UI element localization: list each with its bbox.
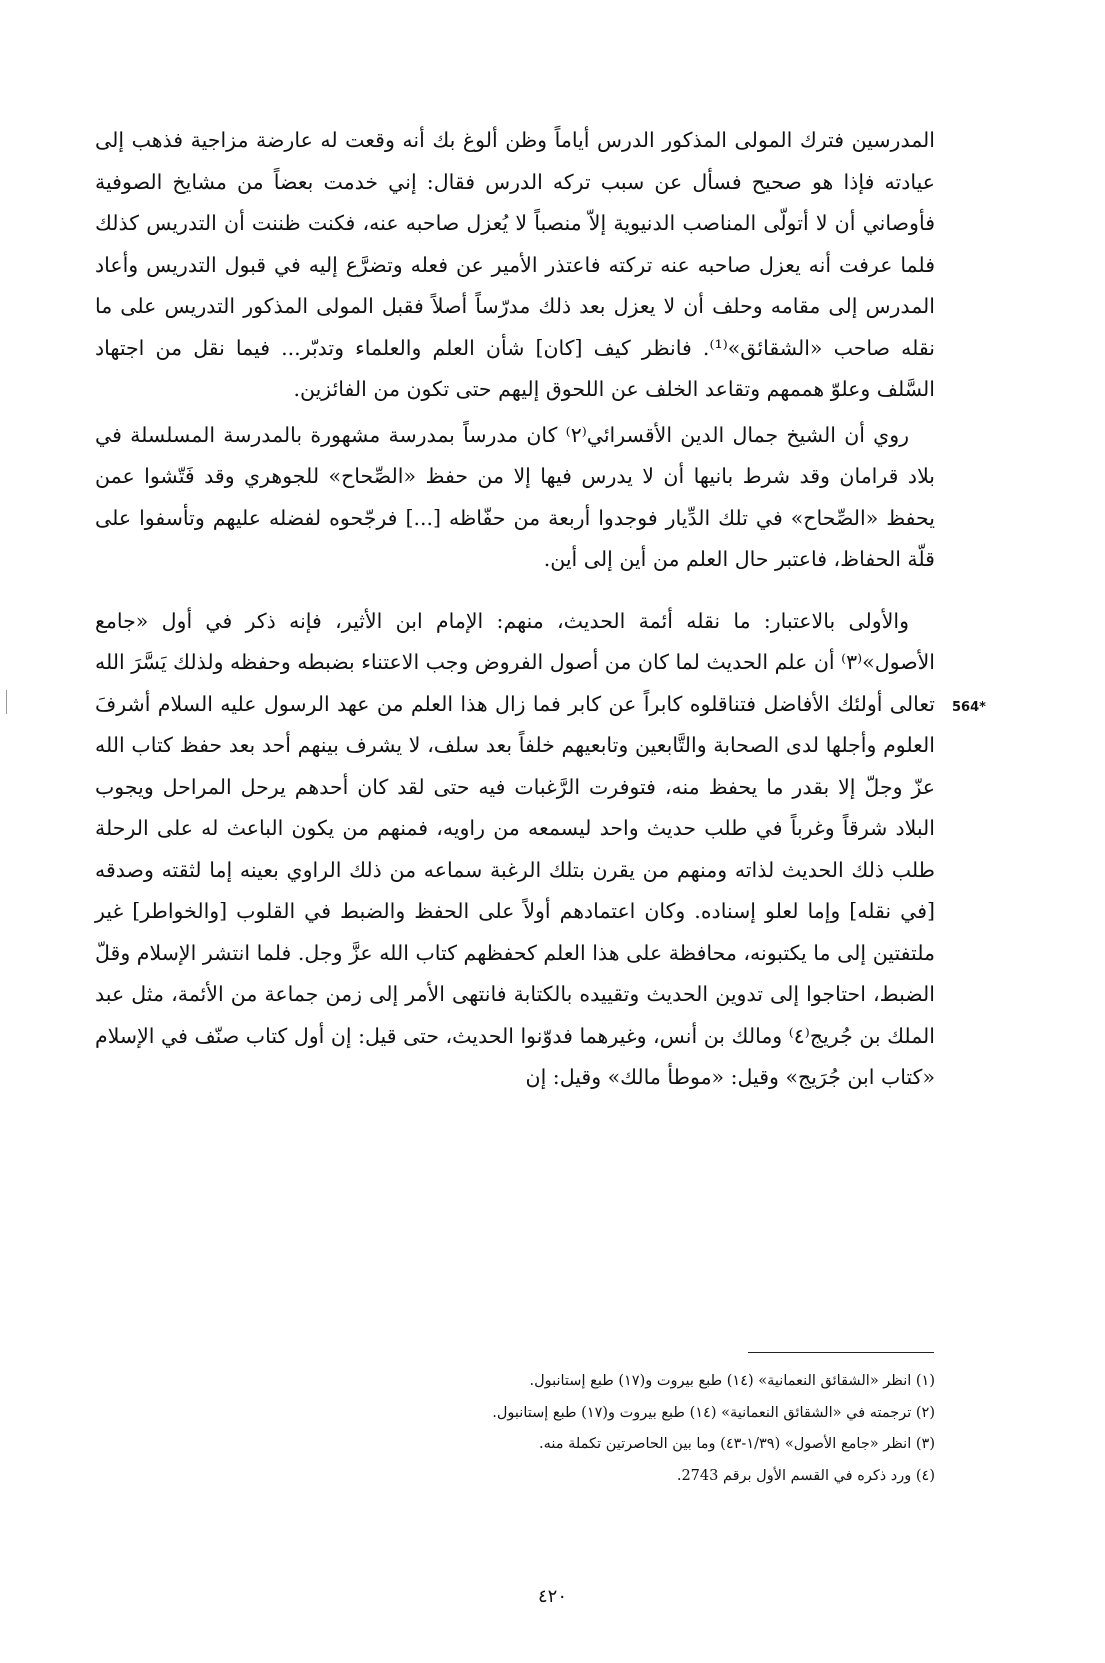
- page-number: ٤٢٠: [537, 1586, 567, 1607]
- margin-page-marker: 564*: [952, 700, 986, 715]
- paragraph-3: والأولى بالاعتبار: ما نقله أئمة الحديث، منهم: الإمام ابن الأثير، فإنه ذكر في أول «جامع الأصول»⁽٣⁾ أن علم الحديث لما كان من أصول الفروض وجب الاعتناء بضبطه وحفظه ولذلك يَسَّرَ الله تعالى أولئك الأفاضل فتناقلوه كابراً عن كابر فما زال هذا العلم من عهد الرسول عليه السلام أشرفَ العلوم وأجلها لدى الصحابة والتَّابعين وتابعيهم خلفاً بعد سلف، لا يشرف بينهم أحد بعد حفظ كتاب الله عزّ وجلّ إلا بقدر ما يحفظ منه، فتوفرت الرَّغبات فيه حتى لقد كان أحدهم يرحل المراحل ويجوب البلاد شرقاً وغرباً في طلب حديث واحد ليسمعه من راويه، فمنهم من يكون الباعث له على الرحلة طلب ذلك الحديث لذاته ومنهم من يقرن بتلك الرغبة سماعه من ذلك الراوي بعينه إما لثقته وصدقه [في نقله] وإما لعلو إسناده. وكان اعتمادهم أولاً على الحفظ والضبط في القلوب [والخواطر] غير ملتفتين إلى ما يكتبونه، محافظة على هذا العلم كحفظهم كتاب الله عزَّ وجل. فلما انتشر الإسلام وقلّ الضبط، احتاجوا إلى تدوين الحديث وتقييده بالكتابة فانتهى الأمر إلى زمن جماعة من الأئمة، مثل عبد الملك بن جُريج⁽٤⁾ ومالك بن أنس، وغيرهما فدوّنوا الحديث، حتى قيل: إن أول كتاب صنّف في الإسلام «كتاب ابن جُرَيج» وقيل: «موطأ مالك» وقيل: إن: [95, 608, 935, 1089]
- footnote-1: (١) انظر «الشقائق النعمانية» (١٤) طبع بيروت و(١٧) طبع إستانبول.: [529, 1373, 935, 1389]
- paragraph-2: روي أن الشيخ جمال الدين الأقسرائي⁽٢⁾ كان مدرساً بمدرسة مشهورة بالمدرسة المسلسلة في بلاد قرامان وقد شرط بانيها أن لا يدرس فيها إلا من حفظ «الصِّحاح» للجوهري وقد فَتّشوا عمن يحفظ «الصِّحاح» في تلك الدِّيار فوجدوا أربعة من حفّاظه [...] فرجّحوه لفضله عليهم وتأسفوا على قلّة الحفاظ، فاعتبر حال العلم من أين إلى أين.: [95, 422, 935, 571]
- footnote-4: (٤) ورد ذكره في القسم الأول برقم 2743.: [676, 1467, 935, 1484]
- main-text: [95, 120, 935, 1099]
- footnote-3: (٣) انظر «جامع الأصول» (١/٣٩-٤٣) وما بين الحاصرتين تكملة منه.: [538, 1436, 935, 1452]
- footnotes: [95, 1366, 935, 1492]
- footnote-2: (٢) ترجمته في «الشقائق النعمانية» (١٤) طبع بيروت و(١٧) طبع إستانبول.: [492, 1404, 935, 1421]
- scan-blemish: [6, 690, 7, 714]
- paragraph-1: المدرسين فترك المولى المذكور الدرس أياماً وظن ألوغ بك أنه وقعت له عارضة مزاجية فذهب إلى عيادته فإذا هو صحيح فسأل عن سبب تركه الدرس فقال: إني خدمت بعضاً من مشايخ الصوفية فأوصاني أن لا أتولّى المناصب الدنيوية إلاّ منصباً لا يُعزل صاحبه عنه، فكنت ظننت أن التدريس كذلك فلما عرفت أنه يعزل صاحبه عنه تركته فاعتذر الأمير عن فعله وتضرَّع إليه في قبول التدريس وأعاد المدرس إلى مقامه وحلف أن لا يعزل بعد ذلك مدرّساً أصلاً فقبل المولى المذكور التدريس على ما نقله صاحب «الشقائق»⁽¹⁾. فانظر كيف [كان] شأن العلم والعلماء وتدبّر... فيما نقل من اجتهاد السَّلف وعلوّ هممهم وتقاعد الخلف عن اللحوق إليهم حتى تكون من الفائزين.: [95, 128, 936, 401]
- footnote-separator: [748, 1352, 934, 1353]
